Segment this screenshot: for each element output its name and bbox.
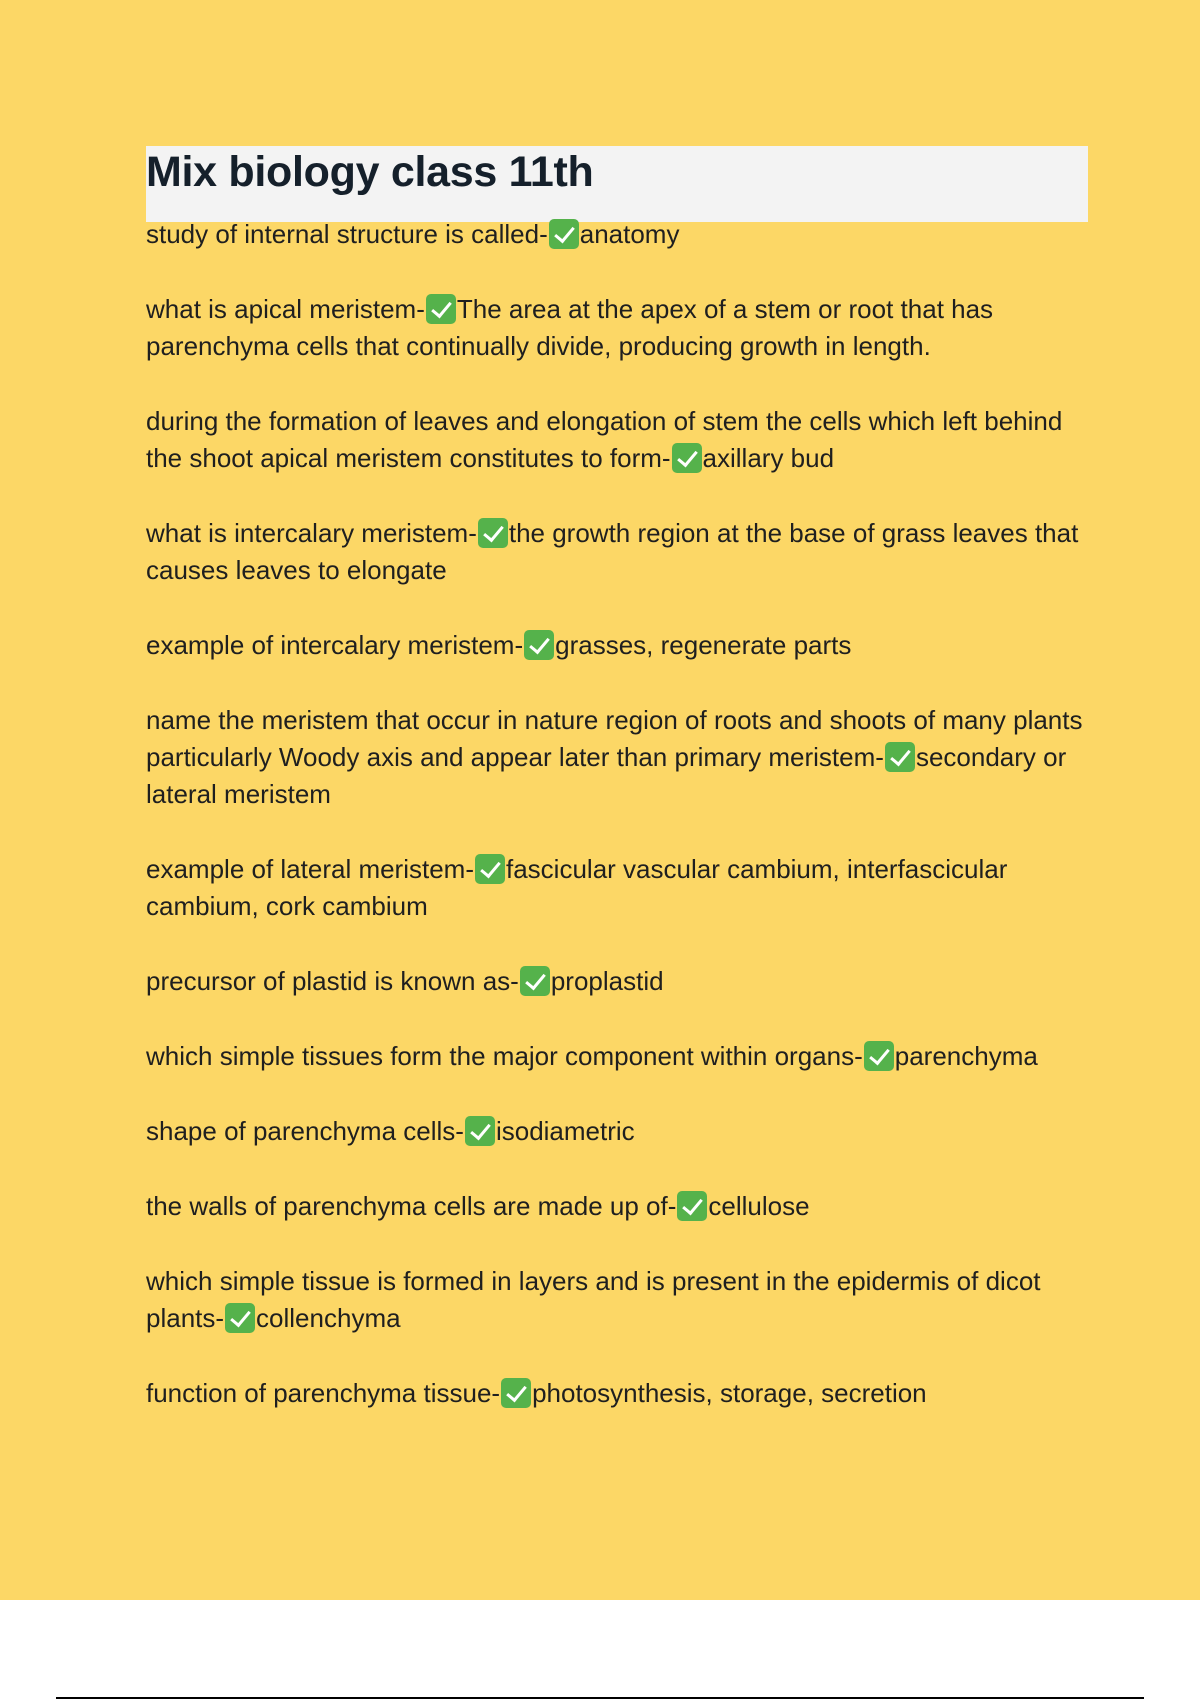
answer-text: cellulose: [708, 1191, 810, 1221]
list-item: [146, 1113, 1090, 1150]
question-text: precursor of plastid is known as-: [146, 966, 519, 996]
check-mark-icon: [475, 854, 505, 884]
question-text: example of intercalary meristem-: [146, 630, 524, 660]
list-item: [146, 1188, 1090, 1225]
check-mark-icon: [478, 518, 508, 548]
footer-divider: [56, 1697, 1144, 1699]
list-item: [146, 216, 1090, 253]
question-text: what is apical meristem-: [146, 294, 425, 324]
answer-text: parenchyma: [894, 1041, 1038, 1071]
check-mark-icon: [885, 742, 915, 772]
question-text: the walls of parenchyma cells are made up of-: [146, 1191, 677, 1221]
qa-list: [146, 216, 1090, 1450]
check-mark-icon: [677, 1191, 707, 1221]
answer-text: isodiametric: [495, 1116, 635, 1146]
answer-text: The area at the apex of a stem or root that has parenchyma cells that continually divide, producing growth in length.: [146, 294, 994, 361]
answer-text: axillary bud: [702, 443, 835, 473]
answer-text: fascicular vascular cambium, interfascicular cambium, cork cambium: [146, 854, 1008, 921]
answer-text: photosynthesis, storage, secretion: [532, 1378, 927, 1408]
check-mark-icon: [465, 1116, 495, 1146]
answer-text: proplastid: [550, 966, 664, 996]
list-item: [146, 291, 1090, 365]
check-mark-icon: [520, 966, 550, 996]
list-item: [146, 1263, 1090, 1337]
list-item: [146, 627, 1090, 664]
check-mark-icon: [864, 1041, 894, 1071]
check-mark-icon: [501, 1378, 531, 1408]
question-text: what is intercalary meristem-: [146, 518, 477, 548]
answer-text: collenchyma: [256, 1303, 401, 1333]
question-text: which simple tissues form the major component within organs-: [146, 1041, 863, 1071]
question-text: which simple tissue is formed in layers and is present in the epidermis of dicot plants-: [146, 1266, 1041, 1333]
question-text: during the formation of leaves and elongation of stem the cells which left behind the shoot apical meristem constitutes to form-: [146, 406, 1063, 473]
question-text: name the meristem that occur in nature region of roots and shoots of many plants particularly Woody axis and appear later than primary meristem-: [146, 705, 1083, 772]
question-text: study of internal structure is called-: [146, 219, 548, 249]
answer-text: the growth region at the base of grass leaves that causes leaves to elongate: [146, 518, 1079, 585]
check-mark-icon: [426, 294, 456, 324]
question-text: example of lateral meristem-: [146, 854, 474, 884]
list-item: [146, 963, 1090, 1000]
list-item: [146, 1375, 1090, 1412]
question-text: function of parenchyma tissue-: [146, 1378, 501, 1408]
question-text: shape of parenchyma cells-: [146, 1116, 464, 1146]
check-mark-icon: [225, 1303, 255, 1333]
answer-text: anatomy: [579, 219, 680, 249]
check-mark-icon: [549, 219, 579, 249]
document-title: Mix biology class 11th: [146, 148, 594, 196]
answer-text: grasses, regenerate parts: [555, 630, 852, 660]
list-item: [146, 403, 1090, 477]
answer-text: secondary or lateral meristem: [146, 742, 1067, 809]
check-mark-icon: [672, 443, 702, 473]
check-mark-icon: [524, 630, 554, 660]
list-item: [146, 702, 1090, 813]
list-item: [146, 1038, 1090, 1075]
list-item: [146, 851, 1090, 925]
list-item: [146, 515, 1090, 589]
